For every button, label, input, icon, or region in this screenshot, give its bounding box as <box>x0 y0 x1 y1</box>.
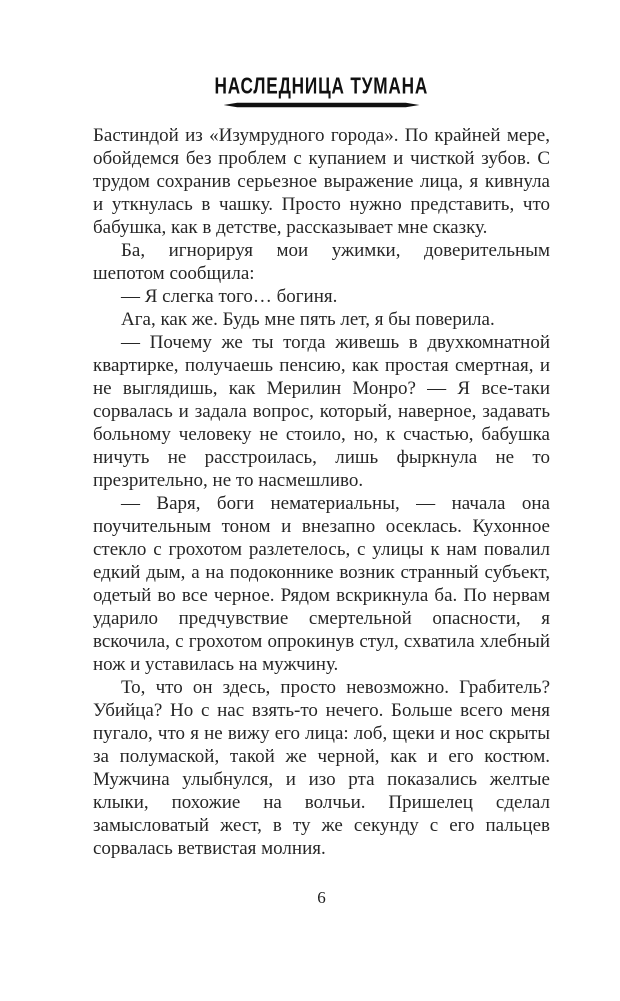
paragraph: То, что он здесь, просто невозможно. Грабитель? Убийца? Но с нас взять-то нечего. Больше всего меня пугало, что я не вижу его лица: лоб, щеки и нос скрыты за полумаской, такой же черной, как и его костюм. Мужчина улыбнулся, и изо рта показались желтые клыки, похожие на волчьи. Пришелец сделал замысловатый жест, в ту же секунду с его пальцев сорвалась ветвистая молния. <box>93 677 550 859</box>
chapter-header <box>93 73 550 108</box>
paragraph: Ага, как же. Будь мне пять лет, я бы поверила. <box>121 309 495 330</box>
paragraph: Бастиндой из «Изумрудного города». По крайней мере, обойдемся без проблем с купанием и чисткой зубов. С трудом сохранив серьезное выражение лица, я кивнула и уткнулась в чашку. Просто нужно представить, что бабушка, как в детстве, рассказывает мне сказку. <box>93 125 550 238</box>
paragraph: — Варя, боги нематериальны, — начала она поучительным тоном и внезапно осеклась. Кухонное стекло с грохотом разлетелось, с улицы к нам повалил едкий дым, а на подоконнике возник странный субъект, одетый во все черное. Рядом вскрикнула ба. По нервам ударило предчувствие смертельной опасности, я вскочила, с грохотом опрокинув стул, схватила хлебный нож и уставилась на мужчину. <box>93 493 550 675</box>
title-underline-rule <box>224 102 420 108</box>
paragraph: — Почему же ты тогда живешь в двухкомнатной квартирке, получаешь пенсию, как простая смертная, и не выглядишь, как Мерилин Монро? — Я все-таки сорвалась и задала вопрос, который, наверное, задавать больному человеку не стоило, но, к счастью, бабушка ничуть не расстроилась, лишь фыркнула не то презрительно, не то насмешливо. <box>93 332 550 491</box>
page-number: 6 <box>317 888 326 907</box>
text-column <box>93 0 550 860</box>
paragraph: Ба, игнорируя мои ужимки, доверительным шепотом сообщила: <box>93 240 550 284</box>
paragraph: — Я слегка того… богиня. <box>121 286 338 307</box>
book-title-running-head: НАСЛЕДНИЦА ТУМАНА <box>214 73 429 99</box>
text-block <box>93 124 550 860</box>
